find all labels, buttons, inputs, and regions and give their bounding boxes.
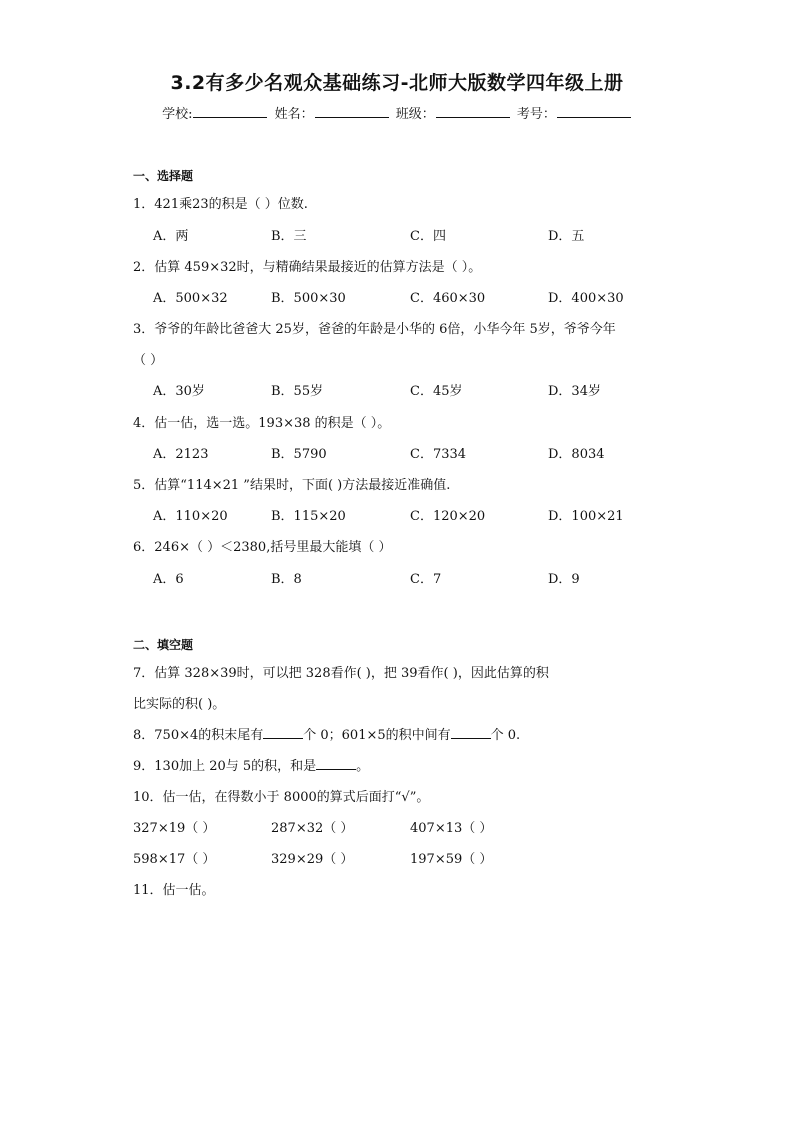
q2-option-c[interactable]: C．460×30 (410, 291, 486, 306)
q10-item-2[interactable]: 287×32（ ） (271, 821, 354, 836)
name-blank[interactable] (315, 107, 389, 118)
question-5: 5．估算“114×21 ”结果时，下面( )方法最接近准确值. (133, 478, 451, 493)
q10-item-5[interactable]: 329×29（ ） (271, 852, 354, 867)
q1-option-c[interactable]: C．四 (410, 229, 446, 244)
class-blank[interactable] (436, 107, 510, 118)
q1-option-a[interactable]: A．两 (153, 229, 189, 244)
number-label: 考号： (516, 107, 556, 122)
q3-option-d[interactable]: D．34岁 (548, 384, 601, 399)
question-1: 1．421乘23的积是（ ）位数. (133, 197, 308, 212)
question-2: 2．估算 459×32时，与精确结果最接近的估算方法是（ ）。 (133, 260, 482, 275)
q6-option-b[interactable]: B．8 (271, 572, 302, 587)
q5-option-b[interactable]: B．115×20 (271, 509, 346, 524)
q3-option-c[interactable]: C．45岁 (410, 384, 463, 399)
q6-option-d[interactable]: D．9 (548, 572, 580, 587)
student-info-line (0, 103, 794, 122)
q4-option-d[interactable]: D．8034 (548, 447, 605, 462)
question-10: 10．估一估，在得数小于 8000的算式后面打“√”。 (133, 790, 430, 805)
q9-text-b: 。 (356, 759, 370, 774)
school-blank[interactable] (193, 107, 267, 118)
q8-text-b: 个 0；601×5的积中间有 (303, 728, 451, 743)
q9-text-a: 9．130加上 20与 5的积，和是 (133, 759, 317, 774)
q1-option-d[interactable]: D．五 (548, 229, 585, 244)
q2-option-d[interactable]: D．400×30 (548, 291, 624, 306)
q2-option-a[interactable]: A．500×32 (153, 291, 228, 306)
q6-option-c[interactable]: C．7 (410, 572, 442, 587)
question-3-cont: （ ） (133, 353, 164, 368)
q4-option-b[interactable]: B．5790 (271, 447, 327, 462)
q4-option-a[interactable]: A．2123 (153, 447, 209, 462)
page-title: 3.2有多少名观众基础练习-北师大版数学四年级上册 (170, 72, 624, 94)
question-7-cont: 比实际的积( )。 (133, 697, 226, 712)
q8-blank-2[interactable] (451, 728, 491, 739)
question-8 (133, 724, 520, 743)
question-3: 3．爷爷的年龄比爸爸大 25岁，爸爸的年龄是小华的 6倍，小华今年 5岁，爷爷今年 (133, 322, 616, 337)
q3-option-b[interactable]: B．55岁 (271, 384, 324, 399)
q8-blank-1[interactable] (263, 728, 303, 739)
q6-option-a[interactable]: A．6 (153, 572, 184, 587)
q10-item-1[interactable]: 327×19（ ） (133, 821, 216, 836)
class-label: 班级： (395, 107, 435, 122)
section-choice: 一、选择题 (133, 169, 194, 183)
school-label: 学校: (162, 107, 193, 122)
question-11: 11．估一估。 (133, 883, 215, 898)
q10-item-3[interactable]: 407×13（ ） (410, 821, 493, 836)
q9-blank[interactable] (316, 759, 356, 770)
q5-option-a[interactable]: A．110×20 (153, 509, 228, 524)
question-6: 6．246×（ ）＜2380,括号里最大能填（ ） (133, 540, 392, 555)
q8-text-c: 个 0. (490, 728, 521, 743)
q10-item-6[interactable]: 197×59（ ） (410, 852, 493, 867)
q3-option-a[interactable]: A．30岁 (153, 384, 205, 399)
q4-option-c[interactable]: C．7334 (410, 447, 467, 462)
q2-option-b[interactable]: B．500×30 (271, 291, 346, 306)
q1-option-b[interactable]: B．三 (271, 229, 307, 244)
q10-item-4[interactable]: 598×17（ ） (133, 852, 216, 867)
question-9 (133, 755, 369, 774)
name-label: 姓名： (274, 107, 314, 122)
q8-text-a: 8．750×4的积末尾有 (133, 728, 264, 743)
question-4: 4．估一估，选一选。193×38 的积是（ ）。 (133, 416, 391, 431)
q5-option-c[interactable]: C．120×20 (410, 509, 486, 524)
question-7: 7．估算 328×39时，可以把 328看作( )，把 39看作( )，因此估算的积 (133, 666, 549, 681)
section-fill: 二、填空题 (133, 638, 194, 652)
number-blank[interactable] (557, 107, 631, 118)
q5-option-d[interactable]: D．100×21 (548, 509, 624, 524)
